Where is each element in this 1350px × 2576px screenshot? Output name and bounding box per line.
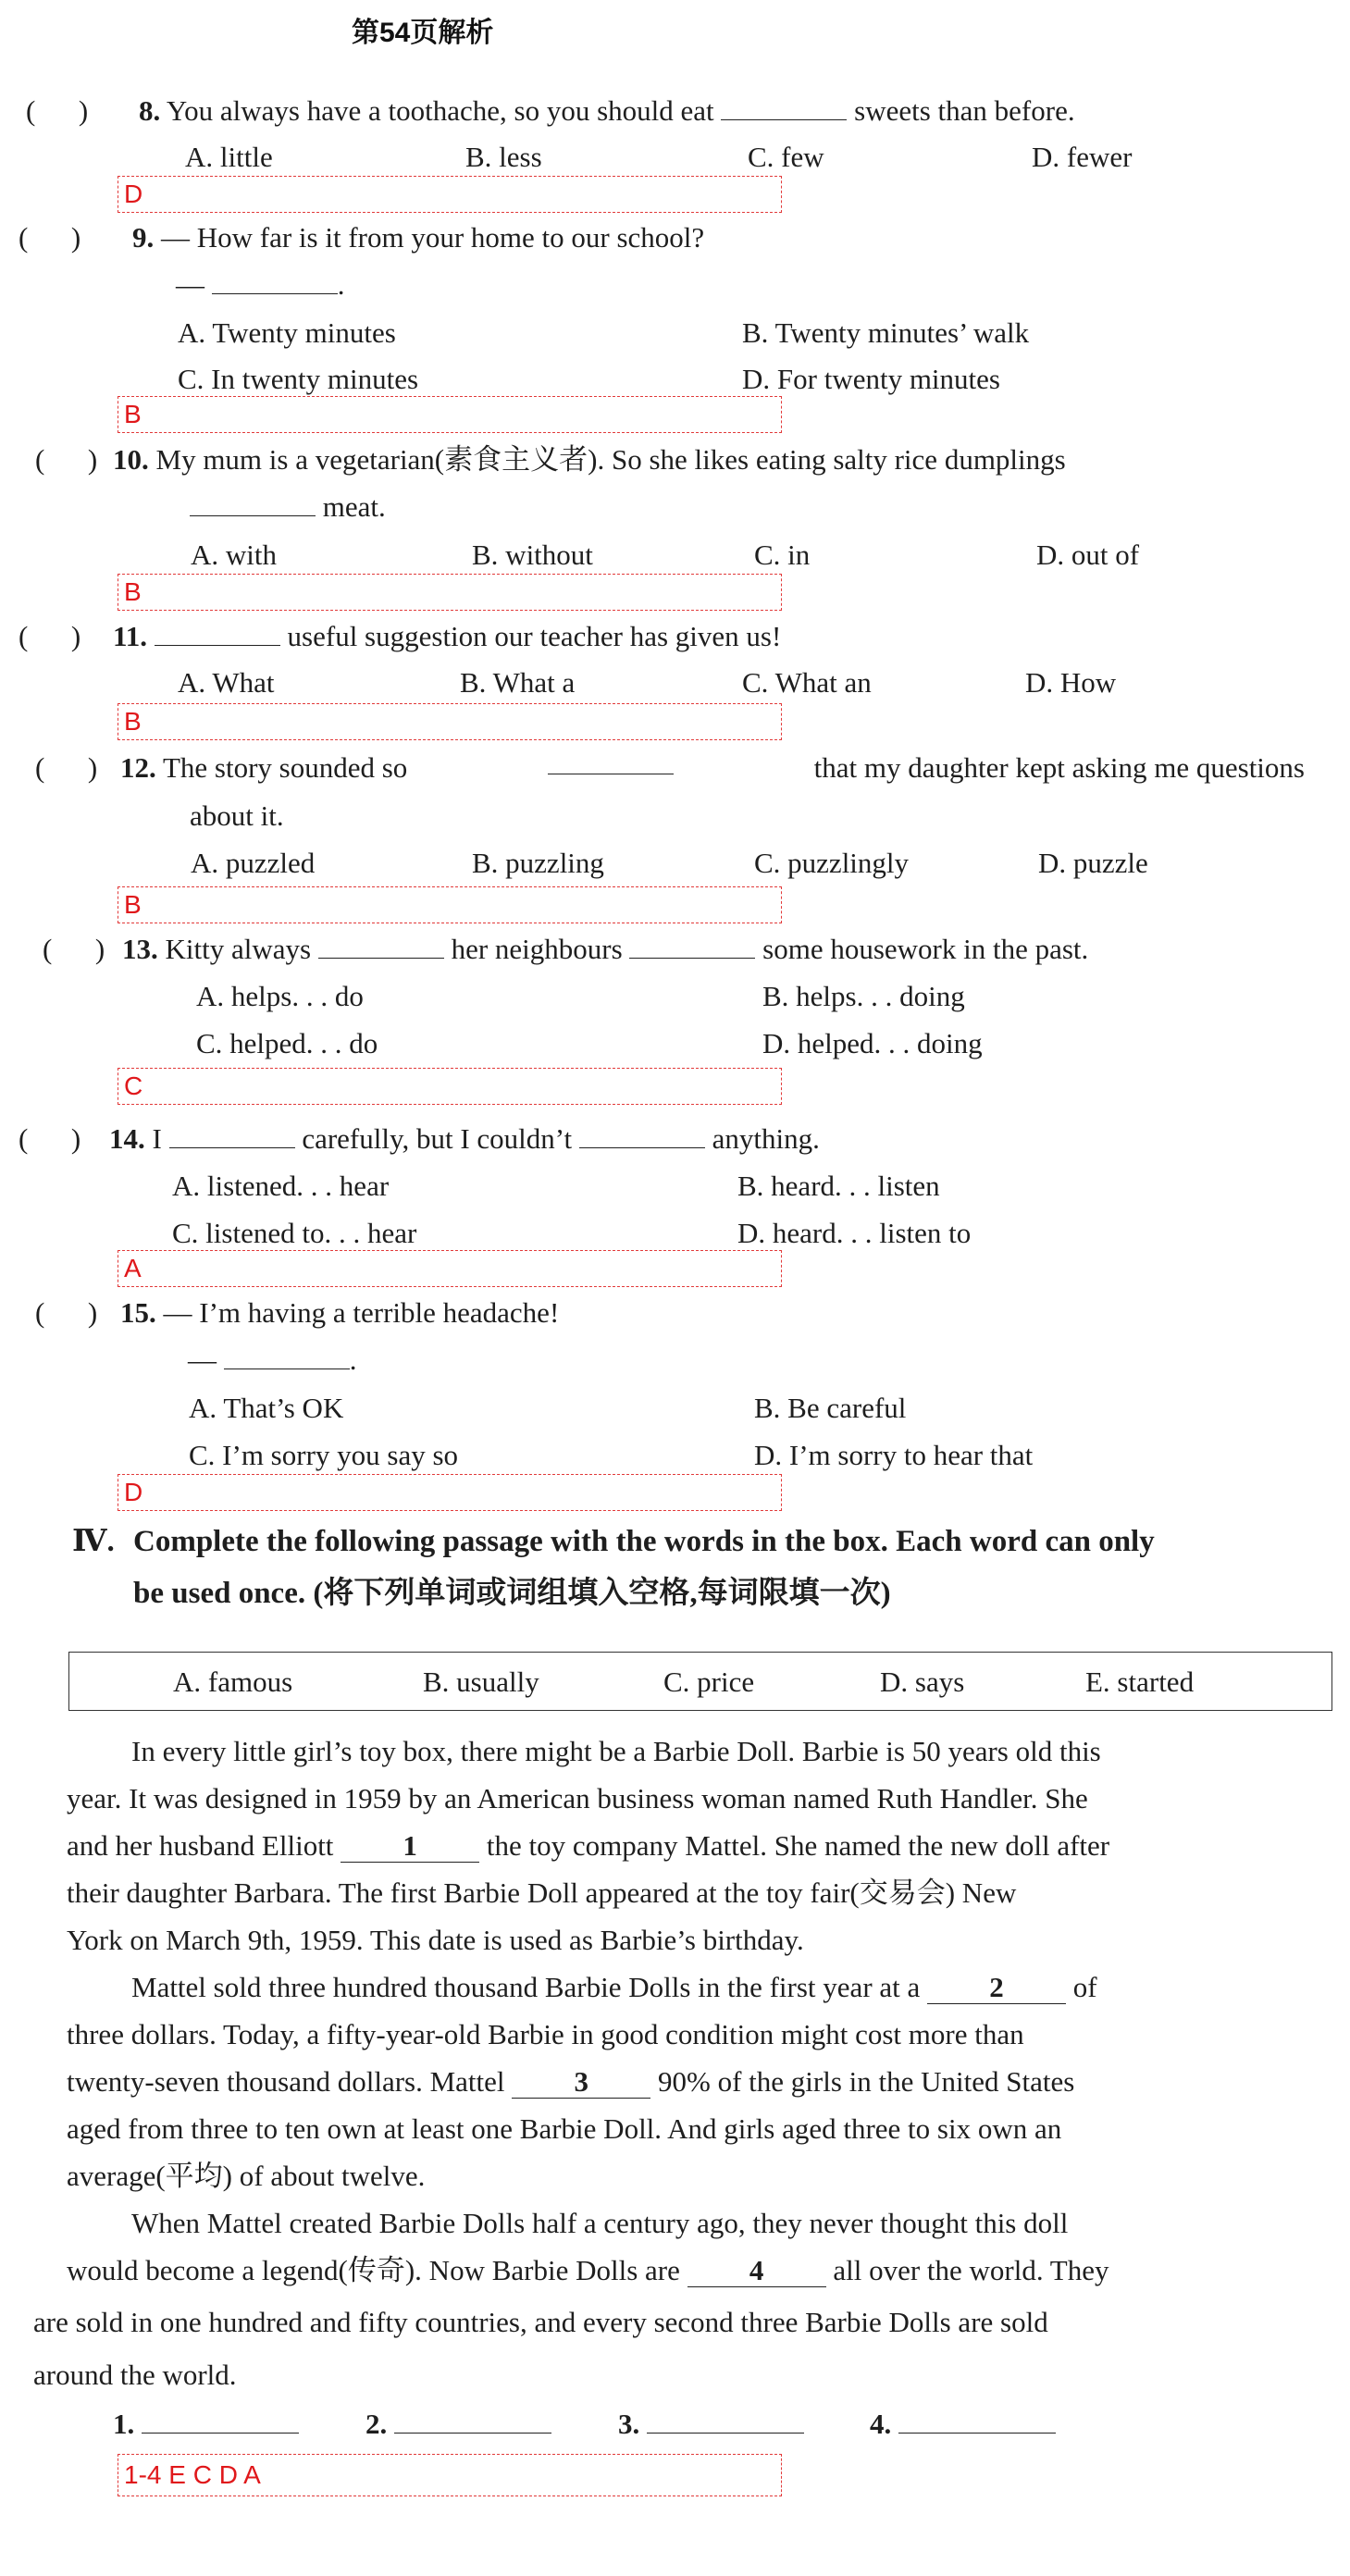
question-number: 9 [132,221,147,254]
option-b: B. Be careful [754,1392,907,1424]
option-c: C. What an [742,666,872,699]
word-option: E. started [1085,1666,1195,1698]
question-stem-line2: about it. [190,799,284,832]
question-number: 11 [113,620,141,652]
option-b: B. without [472,539,593,571]
question-stem: 11. useful suggestion our teacher has given us! [113,620,782,652]
question-number: 8 [139,94,154,127]
word-box [68,1652,1332,1711]
question-number: 13 [122,933,151,965]
answer-box: B [118,886,782,923]
answer-paren: ( ) [43,933,105,965]
answer-paren: ( ) [19,221,81,254]
answer-box: A [118,1250,782,1287]
answer-box: D [118,176,782,213]
option-c: C. I’m sorry you say so [189,1439,459,1471]
option-d: D. fewer [1032,141,1133,173]
answer-paren: ( ) [35,443,98,476]
option-a: A. Twenty minutes [178,316,396,349]
option-b: B. helps. . . doing [762,980,965,1012]
section-instructions: Complete the following passage with the words in the box. Each word can only be used once. (将下列单词或词组填入空格,每词限填一次) [133,1525,1155,1610]
answer-paren: ( ) [35,751,98,784]
answer-paren: ( ) [19,1122,81,1155]
answer-paren: ( ) [35,1296,98,1329]
fill-blank [190,491,316,516]
fill-blank [318,934,444,959]
fill-blank [629,934,755,959]
section-number: Ⅳ. [72,1525,115,1558]
option-a: A. with [191,539,277,571]
option-c: C. helped. . . do [196,1027,378,1059]
question-stem: 9. — How far is it from your home to our school? [132,221,705,254]
question-number: 10 [113,443,142,476]
question-stem: 12. The story sounded so that my daughter kept asking me questions [120,751,1305,784]
option-a: A. listened. . . hear [172,1170,390,1202]
option-b: B. What a [460,666,576,699]
question-stem: 15. — I’m having a terrible headache! [120,1296,560,1329]
option-d: D. I’m sorry to hear that [754,1439,1034,1471]
fill-blank [721,95,847,120]
fill-blank [579,1123,705,1148]
passage-blank-4: 4 [687,2255,826,2287]
question-stem: 13. Kitty always her neighbours some housework in the past. [122,933,1089,965]
option-a: A. puzzled [191,847,316,879]
word-option: A. famous [173,1666,293,1698]
question-stem-line2: meat. [190,489,386,526]
answer-box: C [118,1068,782,1105]
answer-line-2: 2. [365,2406,551,2443]
passage-paragraph-1: In every little girl’s toy box, there might be a Barbie Doll. Barbie is 50 years old this year. It was designed in 1959 by an American business woman named Ruth Handler. She and her husband Elliott 1 the toy company Mattel. She named the new doll after their daughter Barbara. The first Barbie Doll appeared at the toy fair(交易会) New York on March 9th, 1959. This date is used as Barbie’s birthday. [67,1735,1110,1956]
fill-blank [212,269,338,294]
option-b: B. heard. . . listen [737,1170,940,1202]
option-a: A. little [185,141,273,173]
question-response: — . [188,1344,357,1376]
word-option: C. price [663,1666,755,1698]
passage-blank-2: 2 [927,1972,1066,2004]
option-c: C. In twenty minutes [178,363,419,395]
option-c: C. in [754,539,811,571]
option-b: B. less [465,141,542,173]
option-d: D. out of [1036,539,1140,571]
option-c: C. listened to. . . hear [172,1217,417,1249]
answer-paren: ( ) [19,620,81,652]
fill-blank [155,621,280,646]
answer-paren: ( ) [26,94,89,127]
question-number: 15 [120,1296,149,1329]
fill-blank [169,1123,295,1148]
word-option: D. says [880,1666,965,1698]
answer-line-4: 4. [870,2406,1056,2443]
option-d: D. For twenty minutes [742,363,1000,395]
option-d: D. How [1025,666,1117,699]
passage-blank-1: 1 [341,1830,479,1863]
passage-blank-3: 3 [512,2066,650,2099]
question-stem: 8. You always have a toothache, so you should eat sweets than before. [139,94,1075,127]
passage-paragraph-2: Mattel sold three hundred thousand Barbie Dolls in the first year at a 2 of three dollars. Today, a fifty-year-old Barbie in good condition might cost more than twenty-seven thousand dollars. Mattel 3 90% of the girls in the United States aged from three to ten own at least one Barbie Doll. And girls aged three to six own an average(平均) of about twelve. [67,1971,1097,2192]
question-response: — . [176,268,345,301]
option-a: A. What [178,666,275,699]
answer-line-1: 1. [113,2406,299,2443]
answer-box: D [118,1474,782,1511]
option-c: C. puzzlingly [754,847,910,879]
question-number: 14 [109,1122,138,1155]
option-d: D. helped. . . doing [762,1027,983,1059]
answer-line-3: 3. [618,2406,804,2443]
answer-box: B [118,574,782,611]
answer-box: B [118,396,782,433]
question-stem: 10. My mum is a vegetarian(素食主义者). So she likes eating salty rice dumplings [113,443,1066,476]
question-stem: 14. I carefully, but I couldn’t anything. [109,1122,820,1155]
option-a: A. helps. . . do [196,980,364,1012]
option-b: B. puzzling [472,847,604,879]
passage-answer-box: 1-4 E C D A [118,2454,782,2496]
option-d: D. heard. . . listen to [737,1217,972,1249]
fill-blank [548,749,674,774]
option-c: C. few [748,141,824,173]
question-number: 12 [120,751,149,784]
option-b: B. Twenty minutes’ walk [742,316,1030,349]
option-d: D. puzzle [1038,847,1148,879]
word-option: B. usually [423,1666,539,1698]
option-a: A. That’s OK [189,1392,344,1424]
fill-blank [224,1344,350,1369]
passage-paragraph-3: When Mattel created Barbie Dolls half a century ago, they never thought this doll would become a legend(传奇). Now Barbie Dolls are 4 all over the world. They are sold in one hundred and fifty countries, and every second three Barbie Dolls are sold around the world. [33,2207,1109,2391]
answer-box: B [118,703,782,740]
page-title: 第54页解析 [352,18,494,48]
